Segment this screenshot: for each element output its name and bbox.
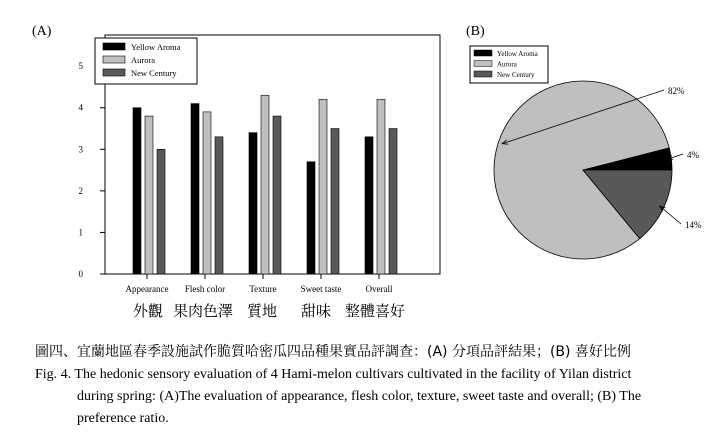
legend-entry: New Century (497, 71, 535, 79)
y-tick-label: 1 (78, 227, 83, 238)
legend-swatch (103, 43, 125, 50)
bar (145, 116, 153, 274)
x-tick-label-zh: 質地 (246, 302, 278, 320)
bar-legend (95, 38, 197, 84)
x-tick-label-zh: 外觀 (132, 302, 164, 320)
bar (191, 104, 199, 274)
x-tick-label: Flesh color (184, 284, 226, 294)
bar (203, 112, 211, 274)
bar (319, 99, 327, 274)
bar (261, 95, 269, 274)
caption-english-line-1: Fig. 4. The hedonic sensory evaluation of 4 Hami-melon cultivars cultivated in the facility of Yilan district (35, 367, 632, 382)
bar (249, 133, 257, 274)
caption-chinese: 圖四、宜蘭地區春季設施試作脆質哈密瓜四品種果實品評調查：(A) 分項品評結果；(B) 喜好比例 (35, 344, 631, 360)
x-tick-label: Sweet taste (300, 284, 342, 294)
legend-entry: New Century (131, 68, 177, 78)
pie-value-label: 4% (687, 150, 699, 160)
x-tick-label: Appearance (125, 284, 169, 294)
panel-label-a: (A) (32, 24, 52, 39)
legend-swatch (474, 50, 492, 56)
legend-entry: Aurora (131, 55, 156, 65)
y-tick-label: 0 (78, 269, 83, 279)
bar (215, 137, 223, 274)
bar (157, 149, 165, 274)
legend-swatch (103, 56, 125, 63)
caption-english-line-2: during spring: (A)The evaluation of appearance, flesh color, texture, sweet taste and overall; (B) The (77, 389, 642, 404)
y-tick-label: 4 (78, 102, 83, 113)
x-tick-label-zh: 整體喜好 (344, 302, 406, 320)
x-tick-label: Texture (249, 284, 277, 294)
legend-entry: Yellow Aroma (131, 42, 181, 52)
bar (273, 116, 281, 274)
bar (365, 137, 373, 274)
bar (133, 108, 141, 274)
legend-swatch (103, 69, 125, 76)
bar (307, 162, 315, 274)
pie-chart (470, 46, 702, 259)
legend-entry: Aurora (497, 60, 517, 69)
pie-value-label: 82% (668, 86, 685, 96)
legend-swatch (474, 71, 492, 77)
y-tick-label: 3 (78, 144, 83, 155)
caption-english (35, 364, 705, 430)
bar (389, 129, 397, 274)
caption-english-line-3: preference ratio. (77, 411, 169, 426)
y-tick-label: 5 (78, 61, 83, 72)
y-tick-label: 2 (78, 185, 83, 196)
pie-legend (470, 46, 548, 83)
x-tick-label-zh: 甜味 (300, 302, 332, 320)
bar (377, 99, 385, 274)
pie-label-arrow (660, 206, 681, 224)
panel-label-b: (B) (466, 24, 485, 39)
pie-value-label: 14% (685, 220, 702, 230)
legend-entry: Yellow Aroma (497, 50, 538, 58)
x-tick-label: Overall (365, 284, 393, 294)
x-tick-label-zh: 果肉色澤 (172, 302, 234, 320)
bar-chart (79, 35, 441, 320)
bar (331, 129, 339, 274)
legend-swatch (474, 61, 492, 67)
